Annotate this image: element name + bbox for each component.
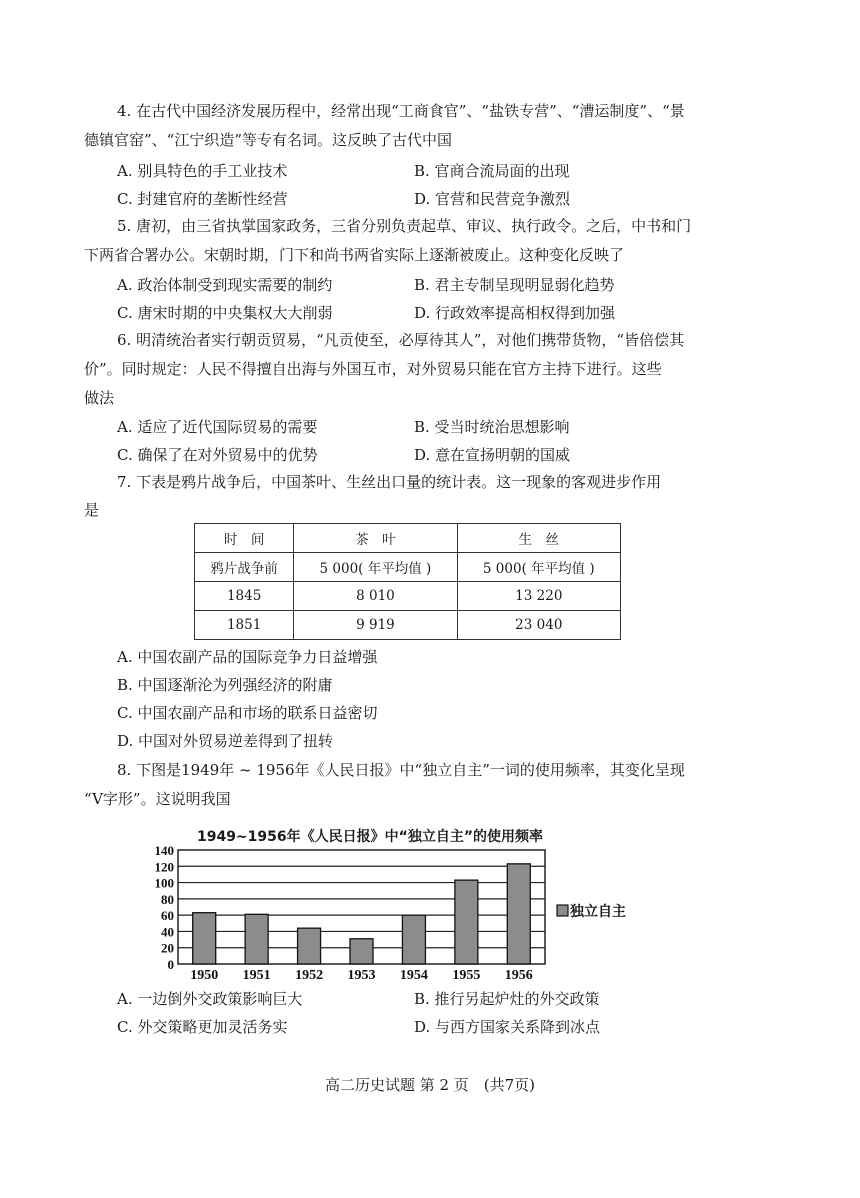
legend-swatch [557,905,568,916]
x-tick-label: 1953 [347,968,376,983]
q6-stem-line3: 做法 [84,389,115,407]
legend-label: 独立自主 [570,904,626,920]
q7-option-a: A. 中国农副产品的国际竞争力日益增强 [117,648,378,666]
q8-option-c: C. 外交策略更加灵活务实 [117,1018,288,1036]
y-tick-label: 120 [154,859,174,875]
bar [402,915,425,964]
q6-stem-line1: 6. 明清统治者实行朝贡贸易，“凡贡使至，必厚待其人”，对他们携带货物，“皆倍偿其 [117,331,685,349]
table-row [195,611,621,640]
q5-option-d: D. 行政效率提高相权得到加强 [414,304,616,322]
table-header: 时 间 [195,524,294,553]
table-row [195,582,621,611]
q7-stem-line1: 7. 下表是鸦片战争后，中国茶叶、生丝出口量的统计表。这一现象的客观进步作用 [117,473,662,491]
table-cell: 5 000( 年平均值 ) [294,553,457,582]
table-cell: 5 000( 年平均值 ) [457,553,620,582]
q6-option-c: C. 确保了在对外贸易中的优势 [117,446,318,464]
table-cell: 鸦片战争前 [195,553,294,582]
table-cell: 13 220 [457,582,620,611]
q6-option-a: A. 适应了近代国际贸易的需要 [117,418,318,436]
x-tick-label: 1955 [452,968,481,983]
table-cell: 1845 [195,582,294,611]
x-tick-label: 1951 [242,968,271,983]
table-cell: 1851 [195,611,294,640]
q7-option-c: C. 中国农副产品和市场的联系日益密切 [117,704,378,722]
q6-option-d: D. 意在宣扬明朝的国威 [414,446,571,464]
bar [298,928,321,964]
table-cell: 8 010 [294,582,457,611]
q6-option-b: B. 受当时统治思想影响 [414,418,570,436]
y-tick-label: 100 [154,875,174,891]
x-tick-label: 1956 [504,968,533,983]
bar [350,939,373,964]
x-tick-label: 1950 [190,968,219,983]
y-tick-label: 80 [161,891,174,907]
q5-option-c: C. 唐宋时期的中央集权大大削弱 [117,304,333,322]
q5-stem-line1: 5. 唐初，由三省执掌国家政务，三省分别负责起草、审议、执行政令。之后，中书和门 [117,217,692,235]
q8-stem-line1: 8. 下图是1949年 ~ 1956年《人民日报》中“独立自主”一词的使用频率，其变化呈现 [117,761,685,779]
q7-option-b: B. 中国逐渐沦为列强经济的附庸 [117,676,333,694]
q7-stem-line2: 是 [84,501,100,519]
q4-option-c: C. 封建官府的垄断性经营 [117,190,288,208]
q4-stem-line2: 德镇官窑”、“江宁织造”等专有名词。这反映了古代中国 [84,131,453,149]
q8-option-d: D. 与西方国家关系降到冰点 [414,1018,601,1036]
table-cell: 9 919 [294,611,457,640]
table-header: 生 丝 [457,524,620,553]
bar [193,913,216,964]
y-tick-label: 20 [161,940,174,956]
table-cell: 23 040 [457,611,620,640]
q7-option-d: D. 中国对外贸易逆差得到了扭转 [117,732,334,750]
y-tick-label: 140 [154,844,174,858]
q5-option-b: B. 君主专制呈现明显弱化趋势 [414,276,615,294]
q4-option-b: B. 官商合流局面的出现 [414,162,570,180]
table-row [195,553,621,582]
table-header: 茶 叶 [294,524,457,553]
page-footer: 高二历史试题 第 2 页 (共7页) [324,1076,536,1094]
y-tick-label: 0 [167,957,174,972]
bar [507,864,530,964]
q5-option-a: A. 政治体制受到现实需要的制约 [117,276,333,294]
y-tick-label: 40 [161,924,174,940]
q5-stem-line2: 下两省合署办公。宋朝时期，门下和尚书两省实际上逐渐被废止。这种变化反映了 [84,246,625,264]
q4-option-a: A. 别具特色的手工业技术 [117,162,288,180]
q8-stem-line2: “V字形”。这说明我国 [84,790,231,808]
export-table [194,523,621,640]
table-header-row [195,524,621,553]
bar [455,880,478,964]
q4-option-d: D. 官营和民营竞争激烈 [414,190,571,208]
q4-stem-line1: 4. 在古代中国经济发展历程中，经常出现“工商食官”、“盐铁专营”、“漕运制度”、“景 [117,102,685,120]
y-tick-label: 60 [161,908,174,924]
q6-stem-line2: 价”。同时规定：人民不得擅自出海与外国互市，对外贸易只能在官方主持下进行。这些 [84,360,662,378]
bar [245,914,268,964]
usage-frequency-chart [140,844,660,984]
q8-option-a: A. 一边倒外交政策影响巨大 [117,990,303,1008]
x-tick-label: 1954 [399,968,428,983]
x-tick-label: 1952 [295,968,324,983]
chart-title: 1949~1956年《人民日报》中“独立自主”的使用频率 [196,829,544,845]
q8-option-b: B. 推行另起炉灶的外交政策 [414,990,600,1008]
